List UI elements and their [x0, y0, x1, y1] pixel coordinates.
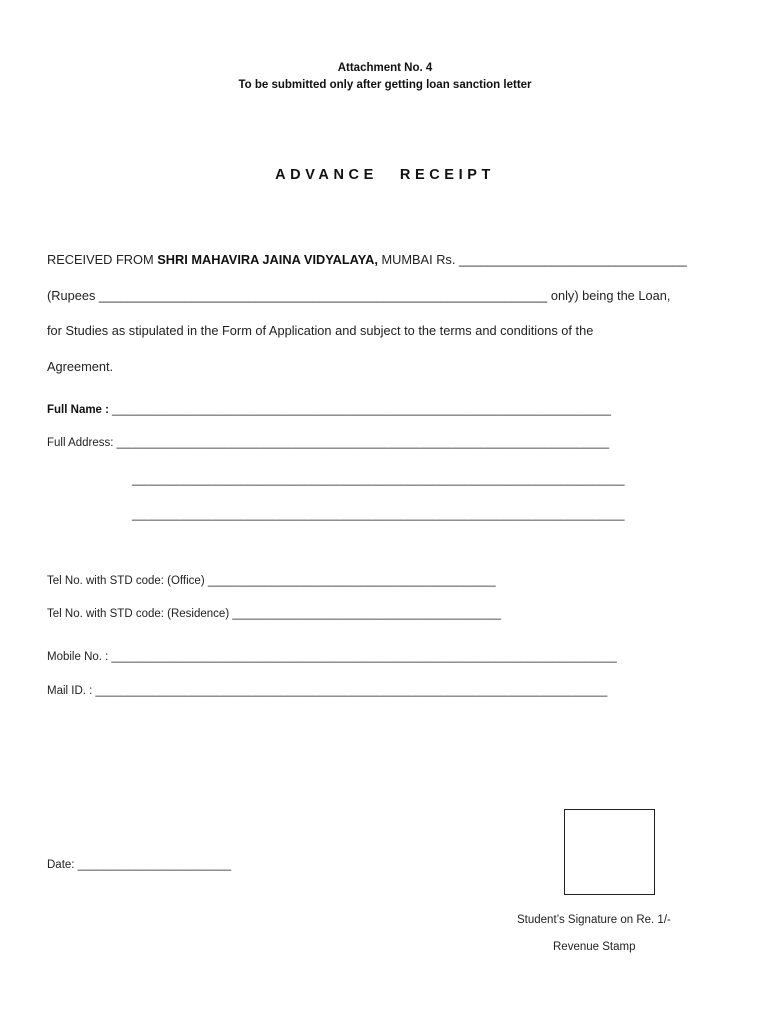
mail-id-field: Mail ID. : ________________________________________________________________________________ [47, 685, 608, 697]
address-blank-line-3: _____________________________________________________________________________ [132, 509, 625, 521]
title-word-receipt: RECEIPT [399, 167, 495, 183]
organization-name: SHRI MAHAVIRA JAINA VIDYALAYA, [157, 252, 378, 267]
received-from-line [47, 252, 687, 267]
signature-caption: Student’s Signature on Re. 1/- [517, 914, 671, 926]
amount-blank: MUMBAI Rs. ________________________________ [377, 252, 687, 267]
full-name-blank: ______________________________________________________________________________ [108, 404, 612, 416]
revenue-stamp-caption: Revenue Stamp [553, 941, 636, 953]
tel-residence-field: Tel No. with STD code: (Residence) __________________________________________ [47, 608, 501, 620]
mobile-field: Mobile No. : _______________________________________________________________________________ [47, 651, 617, 663]
rupees-line: (Rupees _______________________________________________________________ only) being the Loan, [47, 288, 671, 303]
address-blank-line-2: _____________________________________________________________________________ [132, 474, 625, 486]
date-field: Date: ________________________ [47, 859, 232, 871]
agreement-line: Agreement. [47, 359, 114, 374]
full-name-label: Full Name : [47, 404, 109, 416]
full-name-field [47, 404, 611, 416]
full-address-field: Full Address: _____________________________________________________________________________ [47, 437, 610, 449]
received-from-prefix: RECEIVED FROM [47, 252, 158, 267]
title-word-advance: ADVANCE [275, 167, 378, 183]
submission-instruction: To be submitted only after getting loan sanction letter [238, 79, 532, 91]
tel-office-field: Tel No. with STD code: (Office) _____________________________________________ [47, 575, 496, 587]
attachment-number: Attachment No. 4 [337, 62, 433, 74]
terms-line: for Studies as stipulated in the Form of Application and subject to the terms and conditions of the [47, 323, 594, 338]
page-title [0, 167, 770, 183]
revenue-stamp-box [564, 809, 655, 895]
